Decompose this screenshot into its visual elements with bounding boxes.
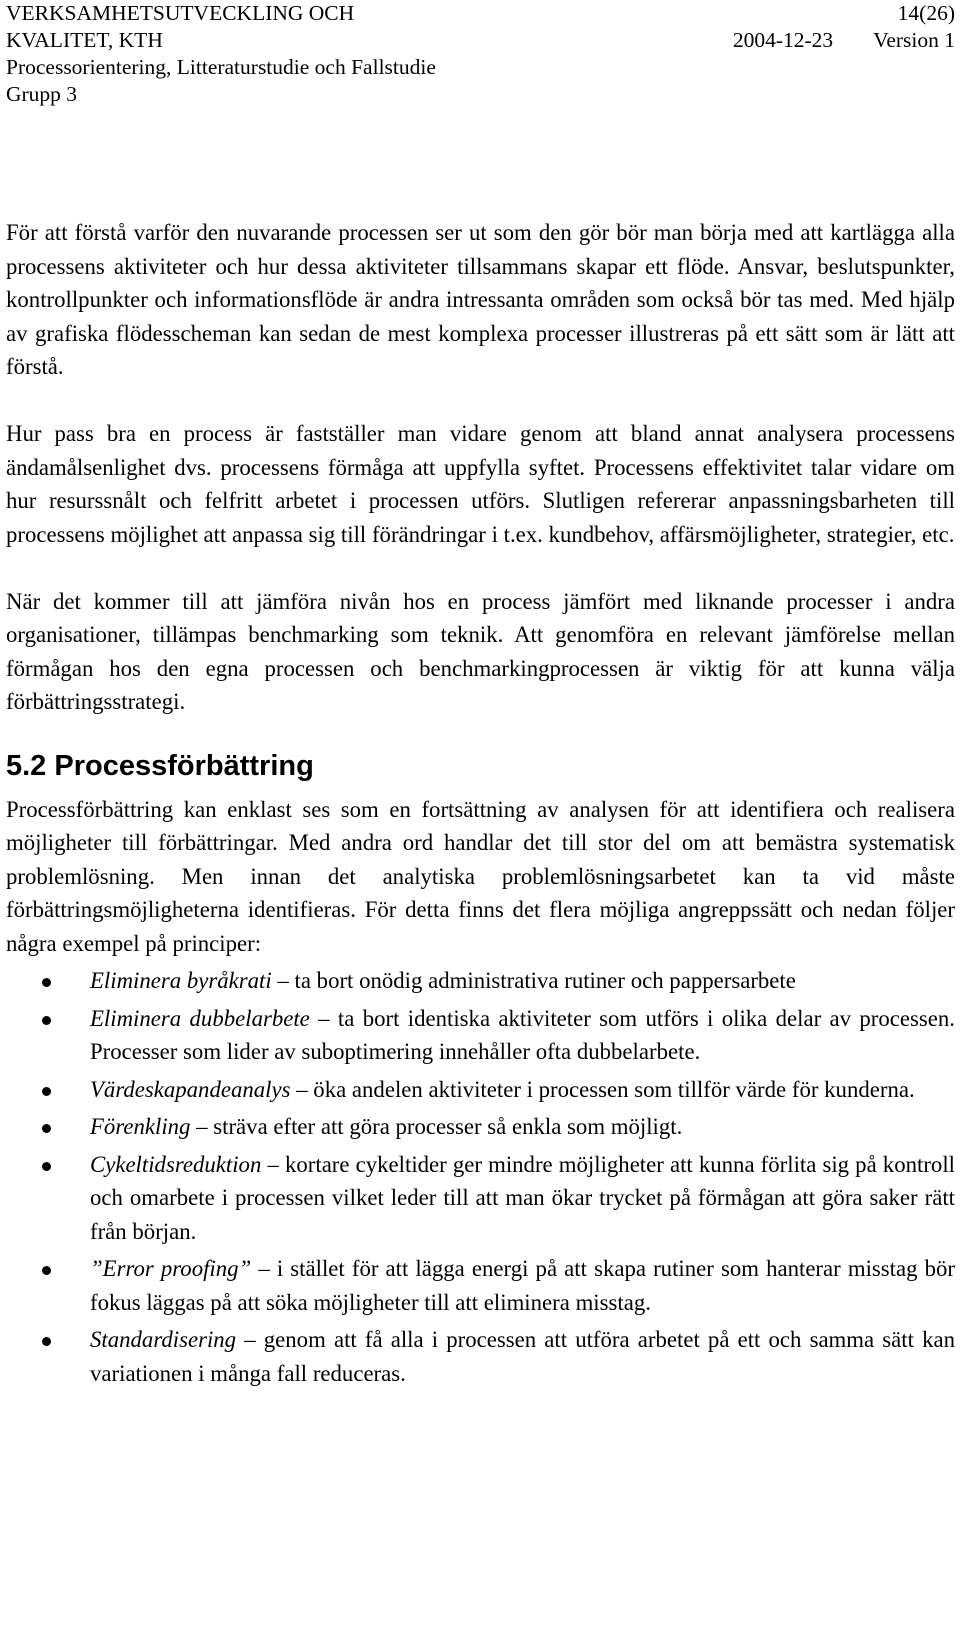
bullet-icon [42, 1337, 51, 1346]
principle-description: – genom att få alla i processen att utföra arbetet på ett och samma sätt kan variationen i många fall reduceras. [90, 1327, 955, 1386]
paragraph-benchmarking: När det kommer till att jämföra nivån hos en process jämfört med liknande processer i andra organisationer, tillämpas benchmarking som teknik. Att genomföra en relevant jämförelse mellan förmågan hos den egna processen och benchmarkingprocessen är viktig för att kunna välja förbättringsstrategi. [6, 588, 955, 714]
header-row-1 [6, 0, 955, 27]
list-item [6, 1252, 955, 1319]
list-item [6, 1110, 955, 1144]
bullet-icon [42, 1016, 51, 1025]
principle-term: ”Error proofing” [90, 1256, 252, 1281]
header-group: Grupp 3 [6, 82, 78, 106]
header-row-2 [6, 27, 955, 54]
header-subtitle: Processorientering, Litteraturstudie och Fallstudie [6, 55, 436, 79]
header-department: VERKSAMHETSUTVECKLING OCH [6, 1, 355, 25]
principle-term: Värdeskapandeanalys [90, 1076, 291, 1102]
list-item [6, 1148, 955, 1249]
bullet-icon [42, 1266, 51, 1275]
paragraph-evaluation: Hur pass bra en process är fastställer man vidare genom att bland annat analysera processens ändamålsenlighet dvs. processens förmåga att uppfylla syftet. Processens effektivitet talar vidare om hur resurssnålt och felfritt arbetet i processen utförs. Slutligen refererar anpassningsbarheten till processens möjlighet att anpassa sig till förändringar i t.ex. kundbehov, affärsmöjligheter, strategier, etc. [6, 421, 955, 547]
bullet-icon [42, 978, 51, 987]
principle-description: – ta bort identiska aktiviteter som utförs i olika delar av processen. Processer som lider av suboptimering innehåller ofta dubbelarbete. [90, 1005, 955, 1064]
header-date-version [733, 27, 955, 54]
bullet-icon [42, 1162, 51, 1171]
section-intro: Processförbättring kan enklast ses som en fortsättning av analysen för att identifiera och realisera möjligheter till förbättringar. Med andra ord handlar det till stor del om att bemästra systematisk problemlösning. Men innan det analytiska problemlösningsarbetet kan ta vid måste förbättringsmöjligheterna identifieras. För detta finns det flera möjliga angreppssätt och nedan följer några exempel på principer: [6, 796, 955, 956]
principle-term: Eliminera byråkrati [90, 968, 272, 993]
list-item [6, 1323, 955, 1390]
principle-description: – öka andelen aktiviteter i processen som tillför värde för kunderna. [290, 1076, 915, 1102]
principle-term: Standardisering [90, 1327, 237, 1352]
principle-description: – i stället för att lägga energi på att skapa rutiner som hanterar misstag bör fokus läggas på att söka möjligheter till att eliminera misstag. [90, 1256, 955, 1315]
section-heading: 5.2 Processförbättring [6, 749, 314, 782]
principles-list [6, 964, 955, 1390]
header-date: 2004-12-23 [732, 28, 834, 52]
principle-description: – kortare cykeltider ger mindre möjligheter att kunna förlita sig på kontroll och omarbete i processen vilket leder till att man ökar trycket på förmågan att göra saker rätt från början. [90, 1151, 955, 1244]
principle-term: Cykeltidsreduktion [90, 1151, 262, 1177]
header-row-3 [6, 54, 955, 81]
list-item [6, 964, 955, 998]
paragraph-mapping: För att förstå varför den nuvarande processen ser ut som den gör bör man börja med att kartlägga alla processens aktiviteter och hur dessa aktiviteter tillsammans skapar ett flöde. Ansvar, beslutspunkter, kontrollpunkter och informationsflöde är andra intressanta områden som också bör tas med. Med hjälp av grafiska flödesscheman kan sedan de mest komplexa processer illustreras på ett sätt som är lätt att förstå. [6, 220, 955, 379]
principle-description: – ta bort onödig administrativa rutiner och pappersarbete [271, 968, 796, 993]
bullet-icon [42, 1087, 51, 1096]
principle-term: Förenkling [90, 1114, 191, 1139]
header-row-4 [6, 81, 955, 108]
page-number: 14(26) [897, 1, 955, 25]
list-item [6, 1002, 955, 1069]
document-page [6, 0, 955, 1386]
body-text [6, 216, 955, 1394]
principle-term: Eliminera dubbelarbete [90, 1005, 310, 1031]
bullet-icon [42, 1124, 51, 1133]
principle-description: – sträva efter att göra processer så enkla som möjligt. [190, 1114, 683, 1139]
list-item [6, 1073, 955, 1107]
page-header [6, 0, 955, 108]
header-institution: KVALITET, KTH [6, 28, 163, 52]
header-version: Version 1 [873, 28, 955, 52]
